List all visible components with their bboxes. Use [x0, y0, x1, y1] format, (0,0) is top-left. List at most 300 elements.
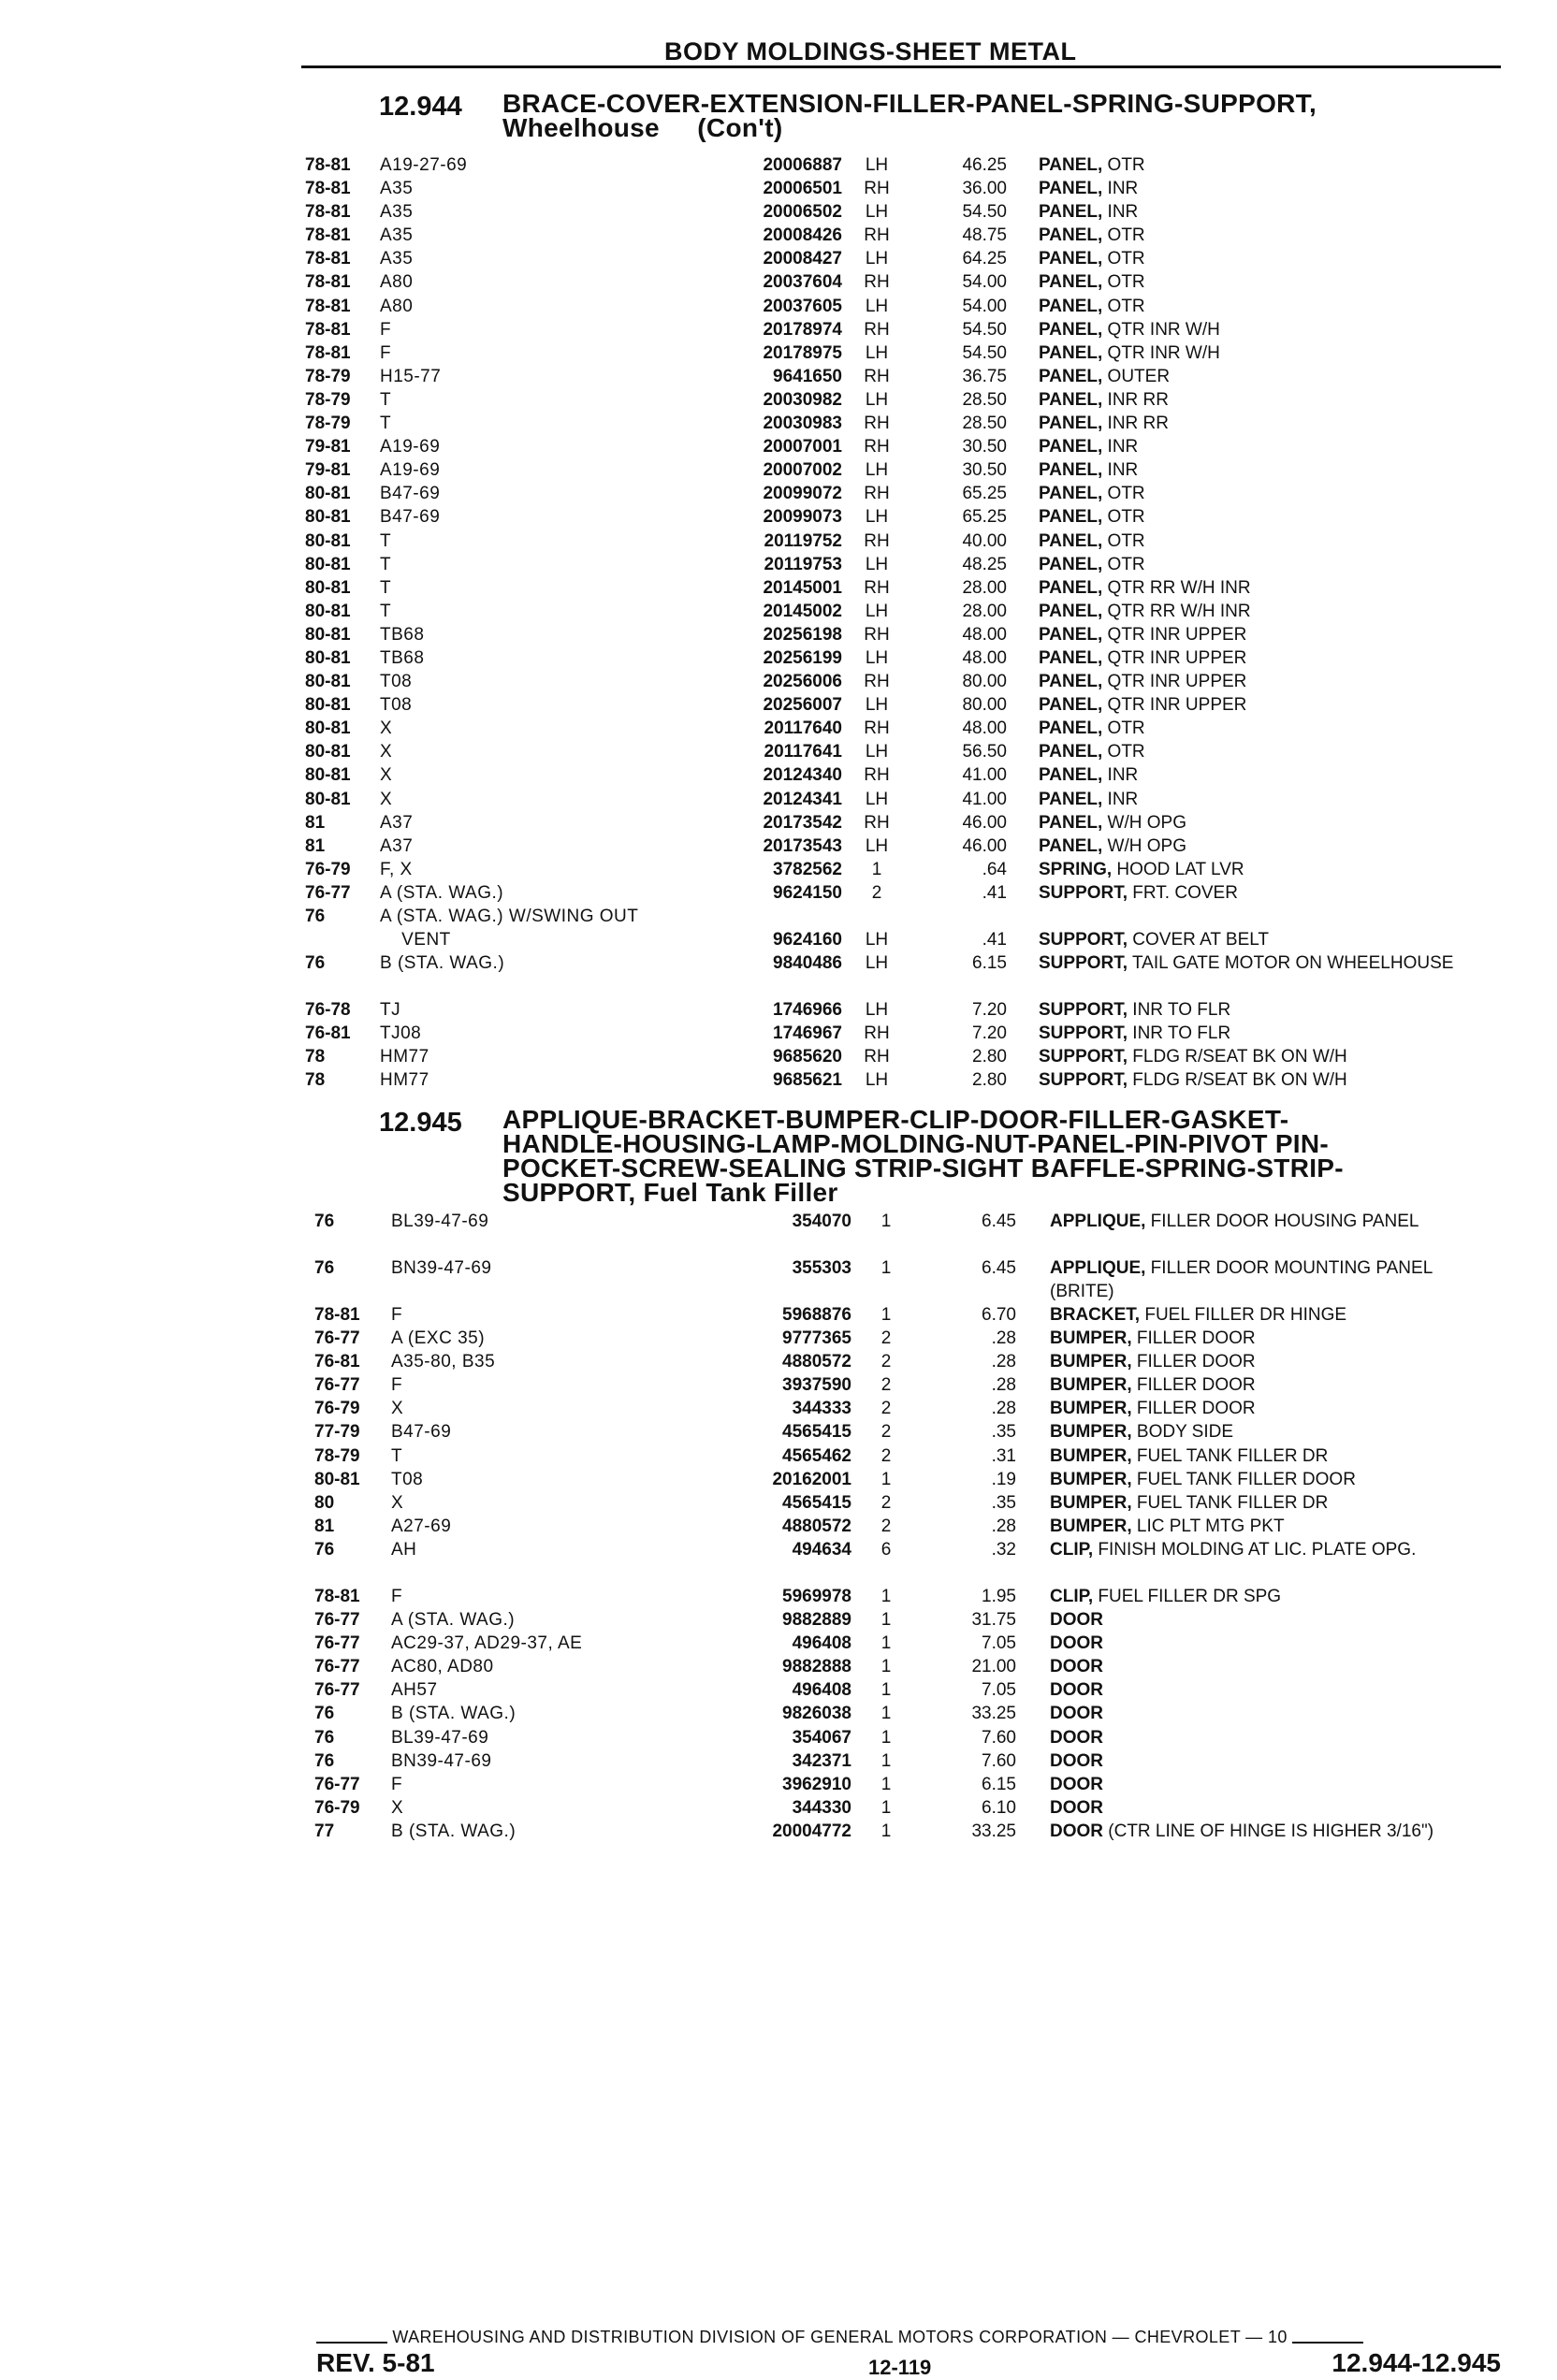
table-row	[0, 670, 1557, 693]
price: .41	[982, 930, 1007, 951]
description: PANEL, INR	[1039, 789, 1139, 809]
year-range: 78-79	[305, 366, 351, 386]
quantity: LH	[865, 647, 889, 668]
model-code: BN39-47-69	[391, 1750, 492, 1771]
price: 2.80	[972, 1047, 1007, 1067]
part-number: 20099073	[763, 507, 842, 528]
table-row	[0, 1210, 1557, 1256]
part-number: 3782562	[773, 859, 842, 879]
section-number: 12.945	[379, 1108, 462, 1138]
table-row	[0, 295, 1557, 318]
year-range: 76-79	[314, 1797, 360, 1818]
part-number: 9624150	[773, 882, 842, 903]
year-range: 78-81	[305, 249, 351, 269]
quantity: 2	[880, 1516, 892, 1536]
model-code: A37	[380, 835, 414, 856]
model-code: A (STA. WAG.) W/SWING OUT	[380, 907, 639, 926]
quantity: 1	[880, 1258, 892, 1278]
description: PANEL, OTR	[1039, 554, 1145, 574]
part-number: 354070	[792, 1212, 851, 1231]
part-number: 9826038	[782, 1704, 851, 1724]
part-number: 4880572	[782, 1352, 851, 1372]
year-range: 76	[314, 1750, 335, 1771]
year-range: 80-81	[305, 601, 351, 621]
table-row	[0, 834, 1557, 858]
model-code: A37	[380, 812, 414, 833]
price: .19	[991, 1469, 1016, 1489]
part-number: 344333	[792, 1399, 851, 1419]
table-row	[0, 1068, 1557, 1092]
year-range: 76-77	[314, 1680, 360, 1701]
quantity: LH	[865, 389, 889, 410]
description: PANEL, OTR	[1039, 272, 1145, 293]
part-number: 20008426	[763, 225, 842, 246]
description: PANEL, OTR	[1039, 718, 1145, 739]
year-range: 79-81	[305, 460, 351, 481]
part-number: 3937590	[782, 1375, 851, 1396]
year-range: 80-81	[305, 554, 351, 574]
year-range: 80-81	[305, 789, 351, 809]
table-row	[0, 1538, 1557, 1585]
quantity: LH	[865, 1070, 889, 1091]
quantity: RH	[864, 530, 890, 551]
price: .28	[991, 1516, 1016, 1536]
price: 28.50	[962, 414, 1007, 434]
year-range: 79-81	[305, 437, 351, 457]
part-number: 20099072	[763, 484, 842, 504]
model-code: AC80, AD80	[391, 1657, 494, 1677]
quantity: LH	[865, 296, 889, 316]
part-number: 9882888	[782, 1657, 851, 1677]
part-number: 20256006	[763, 672, 842, 692]
year-range: 80	[314, 1492, 335, 1513]
year-range: 76	[314, 1258, 335, 1278]
quantity: 1	[880, 1821, 892, 1841]
price: 36.00	[962, 179, 1007, 199]
year-range: 78-81	[305, 319, 351, 340]
quantity: LH	[865, 695, 889, 716]
part-number: 9624160	[773, 930, 842, 951]
quantity: 1	[880, 1633, 892, 1654]
quantity: LH	[865, 835, 889, 856]
quantity: 2	[871, 882, 882, 903]
model-code: B (STA. WAG.)	[391, 1704, 517, 1724]
price: 56.50	[962, 742, 1007, 762]
price: 46.25	[962, 155, 1007, 175]
table-row	[0, 482, 1557, 505]
year-range: 78-81	[305, 225, 351, 246]
model-code: TJ	[380, 1000, 401, 1021]
price: .41	[982, 882, 1007, 903]
quantity: RH	[864, 366, 890, 386]
part-number: 344330	[792, 1797, 851, 1818]
year-range: 78-81	[314, 1305, 360, 1325]
quantity: RH	[864, 437, 890, 457]
model-code: T	[380, 554, 392, 574]
model-code: A35-80, B35	[391, 1352, 496, 1372]
part-number: 20007002	[763, 460, 842, 481]
quantity: RH	[864, 414, 890, 434]
description: PANEL, INR	[1039, 765, 1139, 786]
part-number: 20030982	[763, 389, 842, 410]
table-row	[0, 600, 1557, 623]
year-range: 80-81	[305, 765, 351, 786]
model-code: A80	[380, 272, 414, 293]
table-row	[0, 341, 1557, 365]
description: CLIP, FINISH MOLDING AT LIC. PLATE OPG.	[1050, 1539, 1417, 1560]
quantity: LH	[865, 601, 889, 621]
quantity: 1	[880, 1212, 892, 1231]
table-row	[0, 412, 1557, 435]
description: DOOR	[1050, 1680, 1103, 1701]
footer-revision: REV. 5-81	[316, 2348, 435, 2377]
part-number: 20145002	[763, 601, 842, 621]
table-row	[0, 1444, 1557, 1468]
model-code: T	[380, 601, 392, 621]
section-title: APPLIQUE-BRACKET-BUMPER-CLIP-DOOR-FILLER-GASKET- HANDLE-HOUSING-LAMP-MOLDING-NUT-PANEL-PIN-PIVOT PIN- POCKET-SCREW-SEALING STRIP-SIGHT BAFFLE-SPRING-STRIP- SUPPORT, Fuel Tank Filler	[502, 1105, 1344, 1207]
description: PANEL, OTR	[1039, 225, 1145, 246]
quantity: 1	[871, 859, 882, 879]
price: 46.00	[962, 812, 1007, 833]
model-code: F	[391, 1586, 403, 1606]
description: SUPPORT, COVER AT BELT	[1039, 930, 1270, 951]
year-range: 80-81	[305, 718, 351, 739]
table-row	[0, 1420, 1557, 1444]
year-range: 76	[314, 1212, 335, 1231]
price: 41.00	[962, 789, 1007, 809]
price: 33.25	[971, 1704, 1016, 1724]
part-number: 496408	[792, 1633, 851, 1654]
part-number: 20173543	[763, 835, 842, 856]
table-row	[0, 435, 1557, 458]
year-range: 76-77	[314, 1610, 360, 1631]
part-number: 20007001	[763, 437, 842, 457]
quantity: LH	[865, 953, 889, 974]
part-number: 9840486	[773, 953, 842, 974]
model-code: T08	[380, 672, 413, 692]
year-range: 78	[305, 1070, 326, 1091]
description: PANEL, OTR	[1039, 530, 1145, 551]
description: PANEL, OTR	[1039, 507, 1145, 528]
part-number: 354067	[792, 1727, 851, 1748]
year-range: 76-81	[305, 1023, 351, 1044]
model-code: X	[391, 1797, 404, 1818]
model-code: BN39-47-69	[391, 1258, 492, 1278]
part-number: 494634	[792, 1539, 851, 1560]
price: .32	[991, 1539, 1016, 1560]
model-code: A35	[380, 249, 414, 269]
quantity: LH	[865, 342, 889, 363]
table-row	[0, 1397, 1557, 1420]
part-number: 20117640	[764, 718, 842, 739]
price: 6.45	[982, 1212, 1016, 1231]
quantity: 2	[880, 1328, 892, 1349]
model-code: F	[391, 1375, 403, 1396]
model-code: A19-27-69	[380, 155, 468, 175]
model-code: A19-69	[380, 437, 441, 457]
description: SPRING, HOOD LAT LVR	[1039, 859, 1244, 879]
price: 36.75	[962, 366, 1007, 386]
table-row	[0, 858, 1557, 881]
year-range: 80-81	[305, 695, 351, 716]
description: BUMPER, BODY SIDE	[1050, 1422, 1234, 1443]
model-code: T	[380, 389, 392, 410]
part-number: 20037604	[763, 272, 842, 293]
model-code: X	[380, 789, 393, 809]
year-range: 78	[305, 1047, 326, 1067]
part-number: 1746967	[773, 1023, 842, 1044]
part-number: 20008427	[763, 249, 842, 269]
table-row	[0, 1702, 1557, 1725]
part-number: 9777365	[782, 1328, 851, 1349]
model-code: F	[380, 319, 392, 340]
model-code: BL39-47-69	[391, 1727, 489, 1748]
description: DOOR	[1050, 1797, 1103, 1818]
parts-table-12-945	[0, 1210, 1557, 1866]
price: 30.50	[962, 460, 1007, 481]
model-code: H15-77	[380, 366, 442, 386]
price: 48.75	[962, 225, 1007, 246]
price: .31	[991, 1445, 1016, 1466]
description: PANEL, INR	[1039, 179, 1139, 199]
description: PANEL, OTR	[1039, 742, 1145, 762]
year-range: 78-81	[305, 202, 351, 223]
description: SUPPORT, FLDG R/SEAT BK ON W/H	[1039, 1070, 1347, 1091]
description: BUMPER, FUEL TANK FILLER DR	[1050, 1492, 1329, 1513]
description: PANEL, OTR	[1039, 155, 1145, 175]
table-row	[0, 1632, 1557, 1655]
table-row	[0, 1468, 1557, 1491]
year-range: 78-79	[305, 414, 351, 434]
year-range: 80-81	[305, 624, 351, 645]
model-code: X	[391, 1492, 404, 1513]
quantity: 1	[880, 1774, 892, 1794]
table-row	[0, 693, 1557, 717]
price: 6.45	[982, 1258, 1016, 1278]
description: PANEL, W/H OPG	[1039, 812, 1186, 833]
description: PANEL, QTR INR UPPER	[1039, 647, 1247, 668]
price: 48.00	[962, 718, 1007, 739]
part-number: 20178974	[763, 319, 842, 340]
description: PANEL, QTR RR W/H INR	[1039, 601, 1251, 621]
quantity: 1	[880, 1657, 892, 1677]
model-code: A19-69	[380, 460, 441, 481]
part-number: 20006887	[763, 155, 842, 175]
table-row	[0, 1796, 1557, 1820]
quantity: 1	[880, 1727, 892, 1748]
table-row	[0, 530, 1557, 553]
year-range: 76-79	[314, 1399, 360, 1419]
part-number: 5969978	[782, 1586, 851, 1606]
price: 48.00	[962, 647, 1007, 668]
description: PANEL, QTR INR W/H	[1039, 342, 1220, 363]
price: 54.50	[962, 202, 1007, 223]
model-code: X	[380, 718, 393, 739]
part-number: 3962910	[782, 1774, 851, 1794]
model-code: F	[391, 1774, 403, 1794]
model-code: T	[380, 414, 392, 434]
price: 1.95	[982, 1586, 1016, 1606]
year-range: 76-77	[314, 1774, 360, 1794]
table-row	[0, 247, 1557, 270]
description: DOOR	[1050, 1750, 1103, 1771]
description: SUPPORT, TAIL GATE MOTOR ON WHEELHOUSE	[1039, 953, 1454, 974]
description: SUPPORT, INR TO FLR	[1039, 1000, 1231, 1021]
table-row	[0, 623, 1557, 646]
description: APPLIQUE, FILLER DOOR MOUNTING PANEL (BRITE)	[1050, 1258, 1433, 1301]
description: PANEL, QTR INR UPPER	[1039, 624, 1247, 645]
description: PANEL, INR	[1039, 437, 1139, 457]
table-row	[0, 177, 1557, 200]
price: 54.50	[962, 319, 1007, 340]
description: PANEL, QTR INR UPPER	[1039, 672, 1247, 692]
part-number: 1746966	[773, 1000, 842, 1021]
description: PANEL, INR	[1039, 460, 1139, 481]
table-row	[0, 905, 1557, 928]
quantity: 1	[880, 1680, 892, 1701]
description: BUMPER, FILLER DOOR	[1050, 1375, 1256, 1396]
description: PANEL, INR RR	[1039, 389, 1169, 410]
part-number: 20256199	[763, 647, 842, 668]
year-range: 78-81	[314, 1586, 360, 1606]
price: 28.50	[962, 389, 1007, 410]
quantity: LH	[865, 249, 889, 269]
year-range: 80-81	[314, 1469, 360, 1489]
table-row	[0, 788, 1557, 811]
table-row	[0, 576, 1557, 600]
table-row	[0, 200, 1557, 224]
table-row	[0, 153, 1557, 177]
price: 6.70	[982, 1305, 1016, 1325]
quantity: LH	[865, 1000, 889, 1021]
price: .28	[991, 1399, 1016, 1419]
price: .28	[991, 1352, 1016, 1372]
price: .64	[982, 859, 1007, 879]
year-range: 81	[305, 812, 326, 833]
quantity: 1	[880, 1469, 892, 1489]
quantity: 1	[880, 1305, 892, 1325]
table-row	[0, 928, 1557, 951]
footer-catalog-range: 12.944-12.945	[1331, 2348, 1501, 2377]
description: BUMPER, FILLER DOOR	[1050, 1352, 1256, 1372]
part-number: 20030983	[763, 414, 842, 434]
table-row	[0, 1022, 1557, 1045]
year-range: 80-81	[305, 530, 351, 551]
quantity: 2	[880, 1375, 892, 1396]
model-code: A35	[380, 202, 414, 223]
model-code: AC29-37, AD29-37, AE	[391, 1633, 583, 1654]
price: 54.50	[962, 342, 1007, 363]
quantity: 6	[880, 1539, 892, 1560]
price: 28.00	[962, 601, 1007, 621]
description: BRACKET, FUEL FILLER DR HINGE	[1050, 1305, 1347, 1325]
model-code: F, X	[380, 859, 413, 879]
parts-table-12-944	[0, 153, 1557, 1093]
table-row	[0, 318, 1557, 341]
part-number: 20006501	[763, 179, 842, 199]
year-range: 76-77	[314, 1375, 360, 1396]
description: PANEL, OTR	[1039, 249, 1145, 269]
part-number: 4565415	[782, 1422, 851, 1443]
part-number: 20178975	[763, 342, 842, 363]
quantity: 2	[880, 1492, 892, 1513]
year-range: 76	[314, 1727, 335, 1748]
quantity: 1	[880, 1750, 892, 1771]
price: .35	[991, 1492, 1016, 1513]
quantity: RH	[864, 319, 890, 340]
year-range: 76-81	[314, 1352, 360, 1372]
table-row	[0, 1373, 1557, 1397]
table-row	[0, 1749, 1557, 1773]
table-row	[0, 740, 1557, 763]
description: DOOR (CTR LINE OF HINGE IS HIGHER 3/16")	[1050, 1821, 1434, 1841]
footer-division: WAREHOUSING AND DISTRIBUTION DIVISION OF GENERAL MOTORS CORPORATION — CHEVROLET — 10	[316, 2328, 1501, 2347]
description: DOOR	[1050, 1657, 1103, 1677]
table-row	[0, 1515, 1557, 1538]
quantity: 1	[880, 1610, 892, 1631]
price: 7.60	[982, 1750, 1016, 1771]
year-range: 76-77	[314, 1657, 360, 1677]
quantity: 1	[880, 1797, 892, 1818]
price: 2.80	[972, 1070, 1007, 1091]
part-number: 20256198	[763, 624, 842, 645]
price: 31.75	[971, 1610, 1016, 1631]
part-number: 9685621	[773, 1070, 842, 1091]
table-row	[0, 1045, 1557, 1068]
quantity: LH	[865, 789, 889, 809]
table-row	[0, 224, 1557, 247]
year-range: 78-81	[305, 272, 351, 293]
quantity: RH	[864, 672, 890, 692]
model-code: HM77	[380, 1070, 429, 1091]
description: DOOR	[1050, 1774, 1103, 1794]
model-code: TB68	[380, 624, 425, 645]
description: PANEL, W/H OPG	[1039, 835, 1186, 856]
table-row	[0, 388, 1557, 412]
price: 54.00	[962, 272, 1007, 293]
year-range: 78-81	[305, 155, 351, 175]
model-code: X	[380, 765, 393, 786]
year-range: 78-81	[305, 296, 351, 316]
description: PANEL, QTR RR W/H INR	[1039, 577, 1251, 598]
quantity: LH	[865, 202, 889, 223]
model-code: B47-69	[380, 484, 441, 504]
part-number: 20119753	[764, 554, 842, 574]
description: APPLIQUE, FILLER DOOR HOUSING PANEL	[1050, 1212, 1419, 1231]
model-code: BL39-47-69	[391, 1212, 489, 1231]
year-range: 77-79	[314, 1422, 360, 1443]
quantity: RH	[864, 225, 890, 246]
part-number: 4565415	[782, 1492, 851, 1513]
table-row	[0, 1350, 1557, 1373]
price: .35	[991, 1422, 1016, 1443]
description: CLIP, FUEL FILLER DR SPG	[1050, 1586, 1282, 1606]
price: 80.00	[962, 695, 1007, 716]
description: BUMPER, LIC PLT MTG PKT	[1050, 1516, 1285, 1536]
quantity: RH	[864, 812, 890, 833]
model-code: A35	[380, 225, 414, 246]
year-range: 80-81	[305, 742, 351, 762]
price: 65.25	[962, 484, 1007, 504]
part-number: 20006502	[763, 202, 842, 223]
description: SUPPORT, INR TO FLR	[1039, 1023, 1231, 1044]
model-code: T08	[391, 1469, 424, 1489]
price: 7.05	[982, 1633, 1016, 1654]
model-code: A (EXC 35)	[391, 1328, 486, 1349]
model-code: AH57	[391, 1680, 438, 1701]
year-range: 76-79	[305, 859, 351, 879]
table-row	[0, 881, 1557, 905]
